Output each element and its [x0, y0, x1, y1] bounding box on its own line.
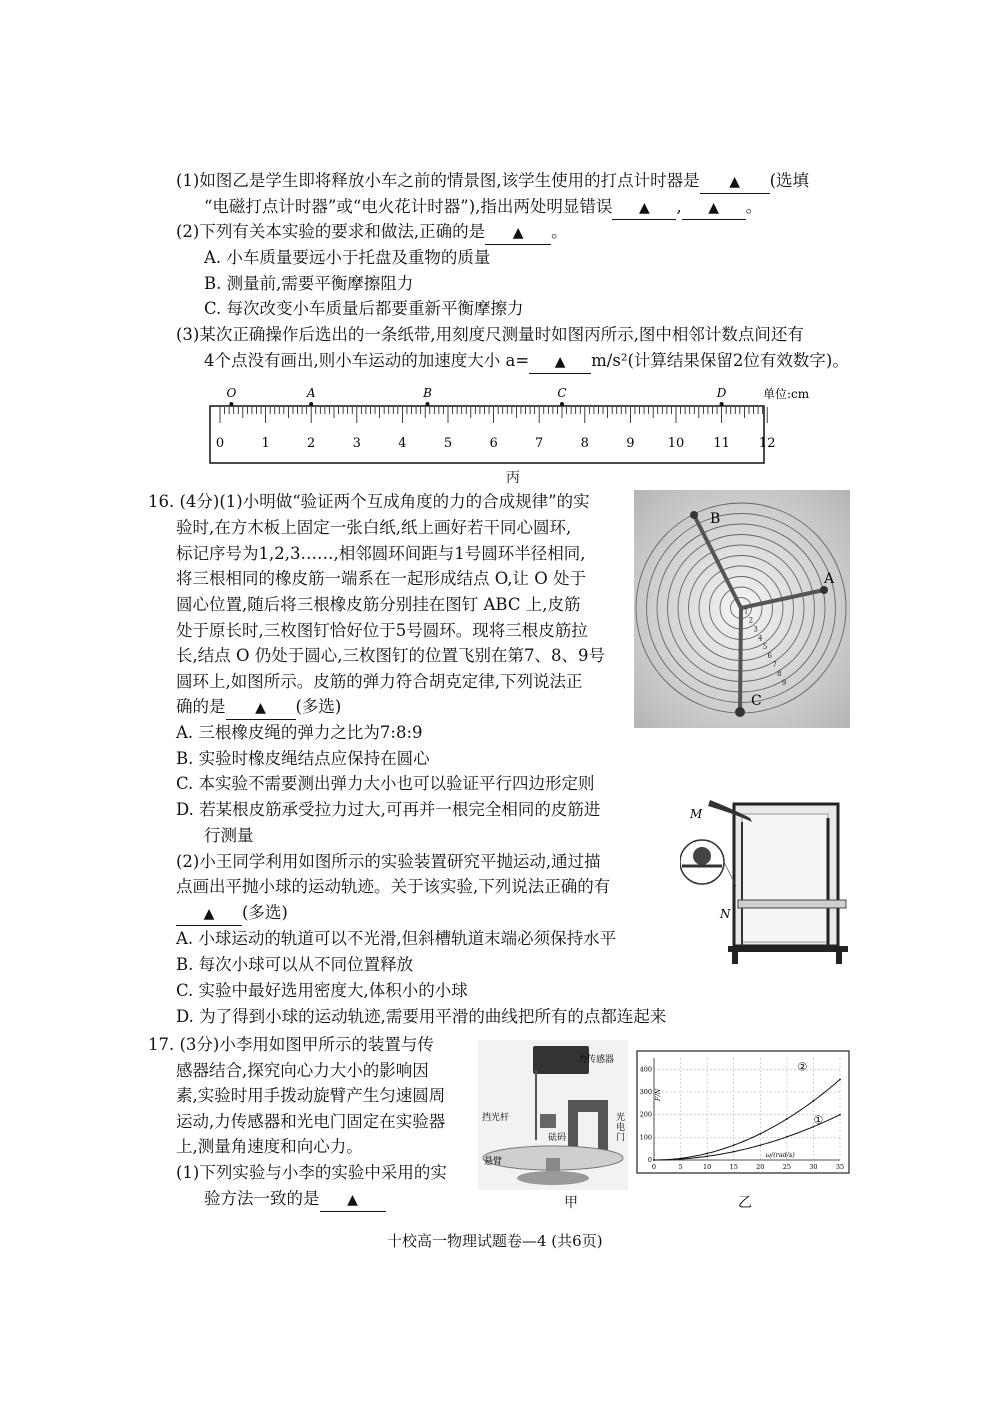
ruler-caption: 丙: [506, 470, 520, 486]
ruler-number: 6: [489, 436, 498, 451]
answer-blank[interactable]: ▲: [320, 1189, 386, 1212]
answer-blank[interactable]: ▲: [176, 903, 242, 926]
q16-option-d2: D. 为了得到小球的运动轨迹,需要用平滑的曲线把所有的点都连起来: [176, 1007, 667, 1026]
data-point: [786, 1136, 788, 1138]
data-point: [733, 1144, 735, 1146]
ruler-number: 2: [307, 436, 316, 451]
x-tick-label: 35: [835, 1163, 845, 1171]
data-point: [706, 1155, 708, 1157]
q15-part1-text2: “电磁打点计时器”或“电火花计时器”),指出两处明显错误: [204, 197, 613, 216]
q15-part2: [176, 221, 568, 245]
ruler-number: 5: [443, 436, 453, 451]
ruler-point-label: A: [306, 386, 316, 400]
label-gate: 光电门: [616, 1113, 626, 1143]
pin-a: [820, 586, 828, 594]
answer-blank[interactable]: ▲: [529, 351, 591, 374]
q17-line1: 17. (3分)小李用如图甲所示的装置与传: [148, 1035, 434, 1054]
ruler-unit: 单位:cm: [763, 387, 810, 401]
ruler-number: 11: [713, 436, 730, 451]
q17-line6: (1)下列实验与小李的实验中采用的实: [176, 1163, 447, 1182]
caption-yi: 乙: [738, 1195, 752, 1211]
base-foot-right: [836, 952, 842, 964]
ruler-point-dot: [425, 402, 429, 406]
pin-c: [735, 707, 745, 717]
ring-number: 6: [767, 652, 773, 661]
q16-line2: 验时,在方木板上固定一张白纸,纸上画好若干同心圆环,: [176, 518, 572, 537]
ring-number: 7: [772, 661, 777, 670]
ruler-number: 9: [626, 436, 635, 451]
ruler-number: 4: [398, 436, 407, 451]
q15-option-b: B. 测量前,需要平衡摩擦阻力: [204, 274, 414, 293]
x-tick-label: 30: [809, 1163, 818, 1171]
q16-option-c2: C. 实验中最好选用密度大,体积小的小球: [176, 981, 468, 1000]
y-axis-label: F/N: [654, 1088, 662, 1102]
label-sensor: 力传感器: [578, 1055, 615, 1065]
q16-multi2: (多选): [242, 903, 288, 922]
q16-prompt: 确的是: [176, 697, 226, 716]
label-b: B: [710, 511, 721, 527]
ring-number: 9: [781, 678, 787, 687]
ruler-number: 10: [667, 436, 685, 451]
data-point: [706, 1153, 708, 1155]
data-point: [680, 1158, 682, 1160]
projectile-apparatus-figure: [680, 800, 852, 972]
y-tick-label: 400: [639, 1065, 652, 1074]
base-disk: [517, 1171, 589, 1185]
q16-option-a: A. 三根橡皮绳的弹力之比为7:8:9: [176, 723, 423, 742]
x-axis-label: ω/(rad/s): [765, 1151, 795, 1159]
data-point: [733, 1151, 735, 1153]
period: 。: [745, 197, 763, 216]
label-m: M: [690, 807, 703, 821]
q15-option-a: A. 小车质量要远小于托盘及重物的质量: [204, 248, 491, 267]
q15-part1-line2: [204, 196, 762, 220]
q16-option-c: C. 本实验不需要测出弹力大小也可以验证平行四边形定则: [176, 774, 595, 793]
ruler-point-label: B: [423, 386, 432, 400]
centripetal-apparatus-figure: [478, 1040, 628, 1190]
answer-blank[interactable]: ▲: [612, 197, 676, 220]
y-tick-label: 300: [639, 1088, 652, 1096]
ruler-number: 3: [352, 436, 361, 451]
q17-line3: 素,实验时用手拨动旋臂产生匀速圆周: [176, 1086, 446, 1105]
ruler-number: 1: [261, 436, 270, 451]
data-point: [653, 1159, 655, 1161]
y-tick-label: 0: [647, 1156, 652, 1164]
period: 。: [551, 222, 568, 241]
ring-number: 3: [753, 625, 758, 634]
caption-jia: 甲: [564, 1195, 578, 1211]
force-omega-chart: [636, 1050, 850, 1174]
white-paper: [742, 814, 828, 942]
ruler-body: [210, 406, 764, 463]
q17-line5: 上,测量角速度和向心力。: [176, 1137, 363, 1156]
ruler-point-dot: [309, 402, 313, 406]
ruler-point-dot: [720, 402, 724, 406]
y-tick-label: 200: [639, 1110, 652, 1119]
q16-option-a2: A. 小球运动的轨道可以不光滑,但斜槽轨道末端必须保持水平: [176, 929, 617, 948]
q16-line9: [176, 696, 341, 720]
separator: ,: [676, 197, 682, 216]
ruler-number: 7: [535, 436, 544, 451]
q15-part3-unit: m/s²(计算结果保留2位有效数字)。: [591, 351, 849, 370]
label-a: A: [824, 571, 835, 587]
label-weight: 砝码: [548, 1133, 567, 1143]
y-tick-label: 100: [639, 1133, 652, 1142]
label-bar: 挡光杆: [482, 1113, 510, 1123]
ring-number: 4: [758, 634, 763, 643]
x-tick-label: 5: [678, 1163, 683, 1171]
data-point: [839, 1079, 841, 1081]
data-point: [786, 1118, 788, 1120]
q15-part3-line1: (3)某次正确操作后选出的一条纸带,用刻度尺测量时如图丙所示,图中相邻计数点间还有: [176, 325, 804, 344]
q16-line7: 长,结点 O 仍处于圆心,三枚图钉的位置飞别在第7、8、9号: [176, 646, 605, 665]
catch-bar: [738, 900, 846, 908]
q17-prompt: 验方法一致的是: [204, 1189, 320, 1208]
ruler-points: [226, 386, 726, 406]
q16-part2-line3: [176, 902, 288, 926]
ruler-point-dot: [229, 402, 233, 406]
ruler-point-label: O: [226, 386, 237, 400]
ruler-number: 8: [580, 436, 589, 451]
x-tick-label: 20: [756, 1163, 765, 1171]
ruler-point-label: D: [716, 386, 727, 400]
ruler-point-label: C: [557, 386, 567, 400]
q16-line6: 处于原长时,三枚图钉恰好位于5号圆环。现将三根皮筋拉: [176, 621, 588, 640]
answer-blank[interactable]: ▲: [682, 197, 746, 220]
base-bar: [728, 946, 848, 952]
q16-option-b: B. 实验时橡皮绳结点应保持在圆心: [176, 749, 430, 768]
q16-line5: 圆心位置,随后将三根橡皮筋分别挂在图钉 ABC 上,皮筋: [176, 595, 581, 614]
q17-line4: 运动,力传感器和光电门固定在实验器: [176, 1112, 446, 1131]
answer-blank[interactable]: ▲: [485, 222, 551, 245]
data-point: [839, 1114, 841, 1116]
label-c: C: [751, 693, 762, 709]
q16-multi: (多选): [295, 697, 342, 716]
pin-b: [690, 511, 698, 519]
q16-line4: 将三根相同的橡皮筋一端系在一起形成结点 O,让 O 处于: [176, 569, 587, 588]
data-point: [813, 1100, 815, 1102]
q16-line8: 圆环上,如图所示。皮筋的弹力符合胡克定律,下列说法正: [176, 672, 583, 691]
x-tick-label: 15: [729, 1163, 738, 1171]
q16-part2-line2: 点画出平抛小球的运动轨迹。关于该实验,下列说法正确的有: [176, 877, 611, 896]
label-arm: 悬臂: [484, 1157, 503, 1167]
data-point: [759, 1144, 761, 1146]
ring-number: 8: [777, 670, 782, 678]
q16-part2-line1: (2)小王同学利用如图所示的实验装置研究平抛运动,通过描: [176, 852, 601, 871]
q16-line1: 16. (4分)(1)小明做“验证两个互成角度的力的合成规律”的实: [148, 492, 590, 511]
ball: [693, 847, 711, 865]
ring-number: 1: [743, 607, 749, 616]
page-footer: 十校高一物理试题卷—4 (共6页): [387, 1232, 603, 1250]
q17-line2: 感器结合,探究向心力大小的影响因: [176, 1061, 429, 1080]
label-n: N: [720, 907, 731, 921]
x-tick-label: 10: [703, 1163, 712, 1171]
ruler-number: 12: [758, 436, 776, 451]
ring-number: 2: [748, 616, 754, 625]
q17-line7: [204, 1188, 386, 1212]
base-foot-left: [732, 952, 738, 964]
q15-part3-line2: [204, 350, 849, 374]
weight-block: [540, 1114, 556, 1128]
data-point: [759, 1133, 761, 1135]
q16-option-d-cont: 行测量: [204, 826, 254, 845]
q16-line3: 标记序号为1,2,3……,相邻圆环间距与1号圆环半径相同,: [176, 544, 586, 563]
q16-option-b2: B. 每次小球可以从不同位置释放: [176, 955, 414, 974]
answer-blank[interactable]: ▲: [700, 171, 770, 194]
q15-part1-line1: [176, 170, 809, 194]
answer-blank[interactable]: ▲: [226, 697, 296, 720]
x-tick-label: 0: [651, 1163, 657, 1171]
q15-option-c: C. 每次改变小车质量后都要重新平衡摩擦力: [204, 299, 524, 318]
q15-part1-hint: (选填: [769, 171, 810, 190]
q15-part2-text: (2)下列有关本实验的要求和做法,正确的是: [176, 222, 486, 241]
rubber-band-c: [740, 608, 741, 712]
q16-option-d: D. 若某根皮筋承受拉力过大,可再并一根完全相同的皮筋进: [176, 800, 601, 819]
series-label: ①: [813, 1113, 824, 1127]
ruler-point-dot: [560, 402, 564, 406]
x-tick-label: 25: [782, 1163, 791, 1171]
q15-part3-text: 4个点没有画出,则小车运动的加速度大小 a=: [204, 351, 530, 370]
concentric-circles-figure: [634, 490, 850, 728]
series-label: ②: [797, 1060, 808, 1074]
ruler-number: 0: [215, 436, 225, 451]
ring-number: 5: [762, 643, 768, 652]
q15-part1-text: (1)如图乙是学生即将释放小车之前的情景图,该学生使用的打点计时器是: [176, 171, 700, 190]
